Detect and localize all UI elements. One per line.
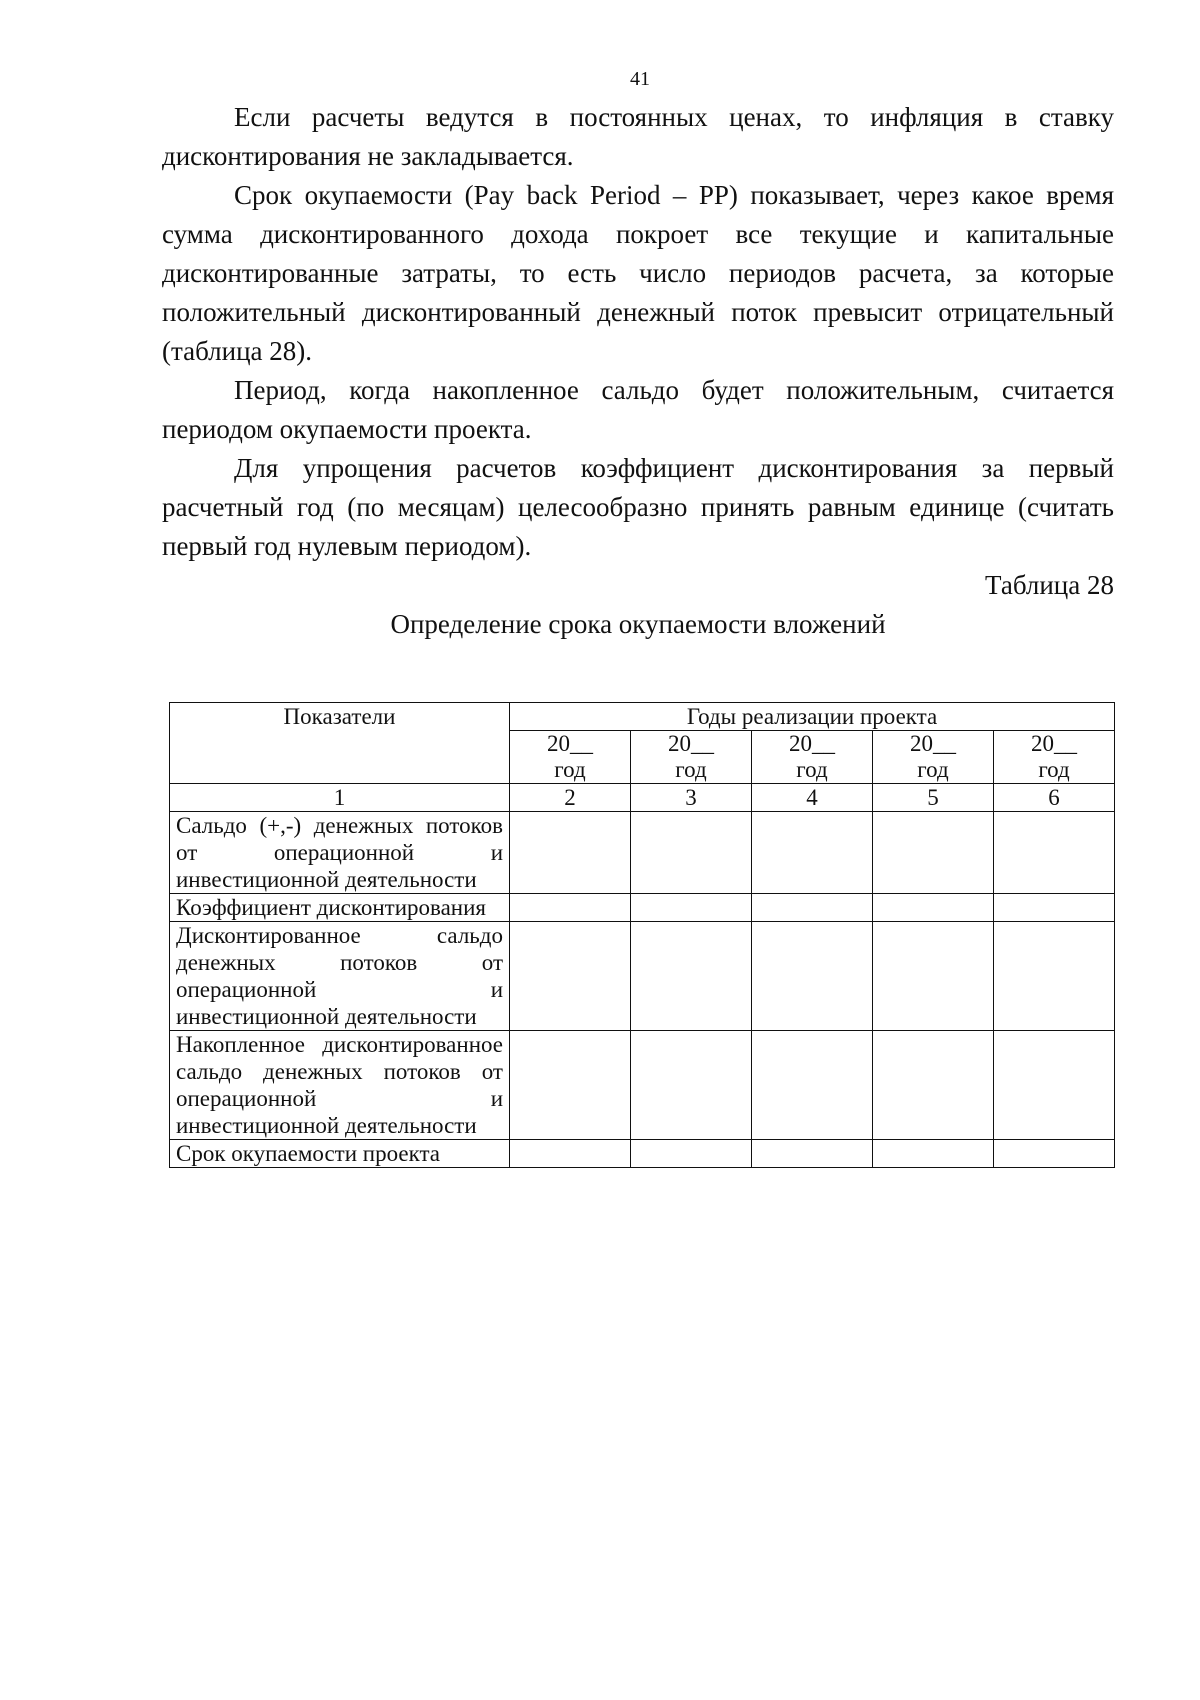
header-year: [873, 731, 994, 784]
table-title: Определение срока окупаемости вложений: [390, 609, 886, 639]
header-year: [631, 731, 752, 784]
year-word: год: [1038, 757, 1070, 782]
table-header-row: [170, 703, 1115, 731]
paragraph: Для упрощения расчетов коэффициент дисконтирования за первый расчетный год (по месяцам) целесообразно принять равным единице (считать первый год нулевым периодом).: [162, 453, 1114, 561]
value-cell: [994, 894, 1115, 922]
value-cell: [994, 922, 1115, 1031]
value-cell: [631, 1140, 752, 1168]
year-line: 20__: [789, 731, 835, 756]
column-number: 4: [752, 784, 873, 812]
value-cell: [873, 1140, 994, 1168]
table-row: [170, 922, 1115, 1031]
value-cell: [752, 812, 873, 894]
value-cell: [631, 812, 752, 894]
year-line: 20__: [910, 731, 956, 756]
value-cell: [510, 894, 631, 922]
value-cell: [510, 922, 631, 1031]
column-number: 6: [994, 784, 1115, 812]
column-number: 2: [510, 784, 631, 812]
value-cell: [873, 1031, 994, 1140]
column-number-row: [170, 784, 1115, 812]
page-number: 41: [630, 68, 650, 90]
value-cell: [510, 812, 631, 894]
value-cell: [994, 1031, 1115, 1140]
paragraph: Если расчеты ведутся в постоянных ценах, то инфляция в ставку дисконтирования не закладывается.: [162, 102, 1114, 171]
year-word: год: [796, 757, 828, 782]
table-row: [170, 894, 1115, 922]
header-indicators: Показатели: [170, 703, 510, 784]
value-cell: [752, 894, 873, 922]
column-number: 1: [170, 784, 510, 812]
row-label-accumulated-balance: Накопленное дисконтированное сальдо денежных потоков от операционной и инвестиционной деятельности: [170, 1031, 510, 1140]
value-cell: [873, 894, 994, 922]
header-year: [510, 731, 631, 784]
value-cell: [873, 812, 994, 894]
row-label-discounted-balance: Дисконтированное сальдо денежных потоков от операционной и инвестиционной деятельности: [170, 922, 510, 1031]
value-cell: [631, 894, 752, 922]
value-cell: [752, 1140, 873, 1168]
column-number: 5: [873, 784, 994, 812]
value-cell: [510, 1140, 631, 1168]
value-cell: [510, 1031, 631, 1140]
value-cell: [873, 922, 994, 1031]
value-cell: [752, 1031, 873, 1140]
year-word: год: [917, 757, 949, 782]
year-line: 20__: [547, 731, 593, 756]
header-year: [752, 731, 873, 784]
year-line: 20__: [1031, 731, 1078, 756]
header-year: [994, 731, 1115, 784]
value-cell: [752, 922, 873, 1031]
column-number: 3: [631, 784, 752, 812]
year-line: 20__: [668, 731, 714, 756]
paragraph: Период, когда накопленное сальдо будет положительным, считается периодом окупаемости проекта.: [162, 375, 1114, 444]
table-row: [170, 1031, 1115, 1140]
table-row: [170, 1140, 1115, 1168]
row-label-discount-factor: Коэффициент дисконтирования: [170, 894, 510, 922]
value-cell: [631, 922, 752, 1031]
value-cell: [994, 812, 1115, 894]
paragraph: Срок окупаемости (Pay back Period – PP) показывает, через какое время сумма дисконтированного дохода покроет все текущие и капитальные дисконтированные затраты, то есть число периодов расчета, за которые положительный дисконтированный денежный поток превысит отрицательный (таблица 28).: [162, 180, 1114, 366]
header-years-group: Годы реализации проекта: [510, 703, 1115, 731]
table-label: Таблица 28: [985, 570, 1114, 600]
row-label-cash-flow-balance: Сальдо (+,-) денежных потоков от операционной и инвестиционной деятельности: [170, 812, 510, 894]
row-label-payback-period: Срок окупаемости проекта: [170, 1140, 510, 1168]
value-cell: [631, 1031, 752, 1140]
table-row: [170, 812, 1115, 894]
body-text: [162, 98, 1114, 566]
payback-table: [169, 702, 1115, 1168]
year-word: год: [554, 757, 586, 782]
year-word: год: [675, 757, 707, 782]
value-cell: [994, 1140, 1115, 1168]
